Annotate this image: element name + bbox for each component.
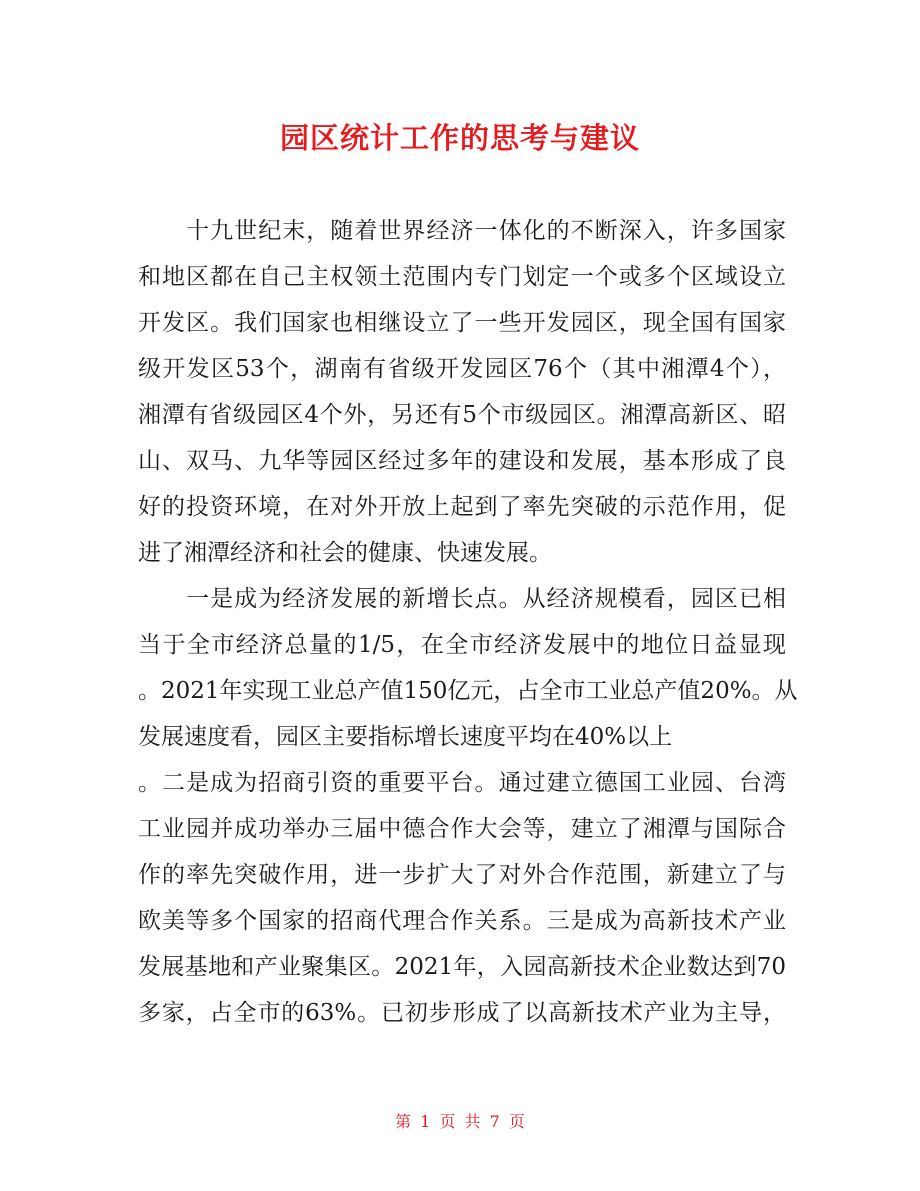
body-line: 工业园并成功举办三届中德合作大会等，建立了湘潭与国际合 [138,816,786,842]
body-line: 多家，占全市的63%。已初步形成了以高新技术产业为主导， [138,1000,786,1026]
body-line: 发展速度看，园区主要指标增长速度平均在40%以上 [138,724,673,750]
body-line: 开发区。我们国家也相继设立了一些开发园区，现全国有国家 [138,310,786,336]
body-line: 欧美等多个国家的招商代理合作关系。三是成为高新技术产业 [138,908,786,934]
body-line: 一是成为经济发展的新增长点。从经济规模看，园区已相 [138,586,786,612]
body-line: 湘潭有省级园区4个外，另还有5个市级园区。湘潭高新区、昭 [138,402,786,428]
body-line: 。2021年实现工业总产值150亿元，占全市工业总产值20%。从 [138,678,798,704]
document-body [138,208,798,1036]
page-footer: 第 1 页 共 7 页 [395,1112,525,1131]
document-title: 园区统计工作的思考与建议 [279,121,640,155]
body-line: 进了湘潭经济和社会的健康、快速发展。 [138,540,552,566]
body-line: 山、双马、九华等园区经过多年的建设和发展，基本形成了良 [138,448,786,474]
body-line: 和地区都在自己主权领土范围内专门划定一个或多个区域设立 [138,264,786,290]
body-line: 十九世纪末，随着世界经济一体化的不断深入，许多国家 [138,218,786,244]
body-line: 作的率先突破作用，进一步扩大了对外合作范围，新建立了与 [138,862,786,888]
body-line: 当于全市经济总量的1/5，在全市经济发展中的地位日益显现 [138,632,786,658]
body-line: 级开发区53个，湖南有省级开发园区76个（其中湘潭4个）， [138,356,786,382]
body-line: 。二是成为招商引资的重要平台。通过建立德国工业园、台湾 [138,770,786,796]
body-line: 发展基地和产业聚集区。2021年，入园高新技术企业数达到70 [138,954,786,980]
body-line: 好的投资环境，在对外开放上起到了率先突破的示范作用，促 [138,494,786,520]
